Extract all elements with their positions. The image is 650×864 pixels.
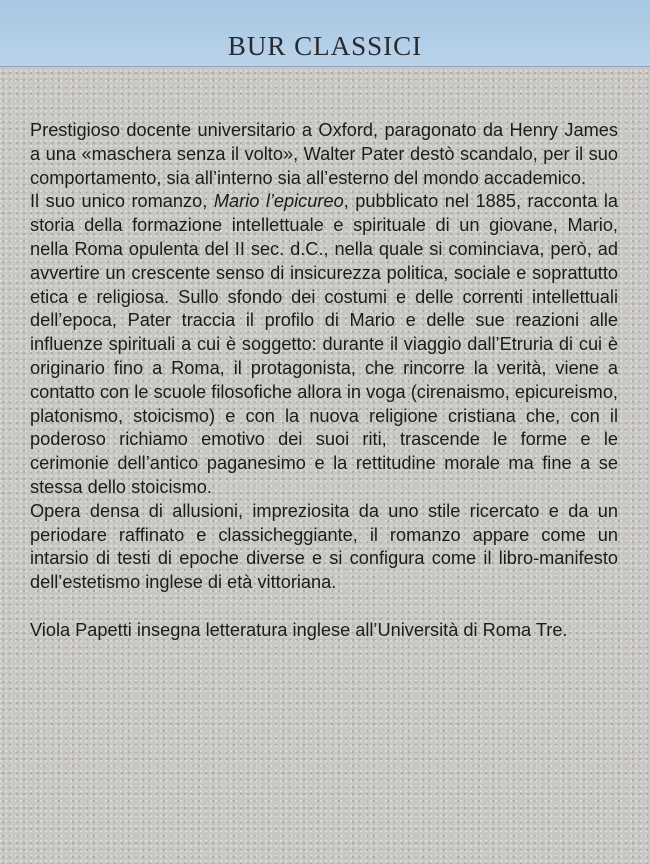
novel-title: Mario l’epicureo [213,191,344,212]
blurb-paragraph-style: Opera densa di allusioni, impreziosita da uno stile ricercato e da un periodare raffinato e classicheggiante, il romanzo appare come un intarsio di testi di epoche diverse e si configura come il libro-manifesto dell’estetismo inglese di età vittoriana. [30,500,618,593]
paragraph-spacer [30,595,618,619]
blurb-paragraph-author: Prestigioso docente universitario a Oxford, paragonato da Henry James a una «maschera senza il volto», Walter Pater destò scandalo, per il suo comportamento, sia all’interno sia all’esterno del mondo accademico. [30,120,618,188]
novel-summary-text: , pubblicato nel 1885, racconta la storia della formazione intellettuale e spirituale di un giovane, Mario, nella Roma opulenta del II sec. d.C., nella quale si cominciava, però, ad avvertire un crescente senso di insicurezza politica, sociale e soprattutto etica e religiosa. Sullo sfondo dei costumi e delle correnti intellettuali dell’epoca, Pater traccia il profilo di Mario e delle sue reazioni alle influenze spirituali a cui è soggetto: durante il viaggio dall’Etruria di cui è originario fino a Roma, il protagonista, che rincorre la verità, viene a contatto con le scuole filosofiche allora in voga (cirenaismo, epicureismo, platonismo, stoicismo) e con la nuova religione cristiana che, con il poderoso richiamo emotivo dei suoi riti, trascende le forme e le cerimonie dell’antico paganesimo e la rettitudine morale ma fine a se stessa dello stoicismo. [30,191,618,497]
back-cover-blurb [30,119,618,643]
series-title: BUR CLASSICI [227,31,423,61]
series-banner [0,0,650,66]
novel-intro-text: Il suo unico romanzo, [30,191,214,212]
translator-note: Viola Papetti insegna letteratura inglese all’Università di Roma Tre. [30,619,568,640]
blurb-paragraph-novel [30,190,618,499]
